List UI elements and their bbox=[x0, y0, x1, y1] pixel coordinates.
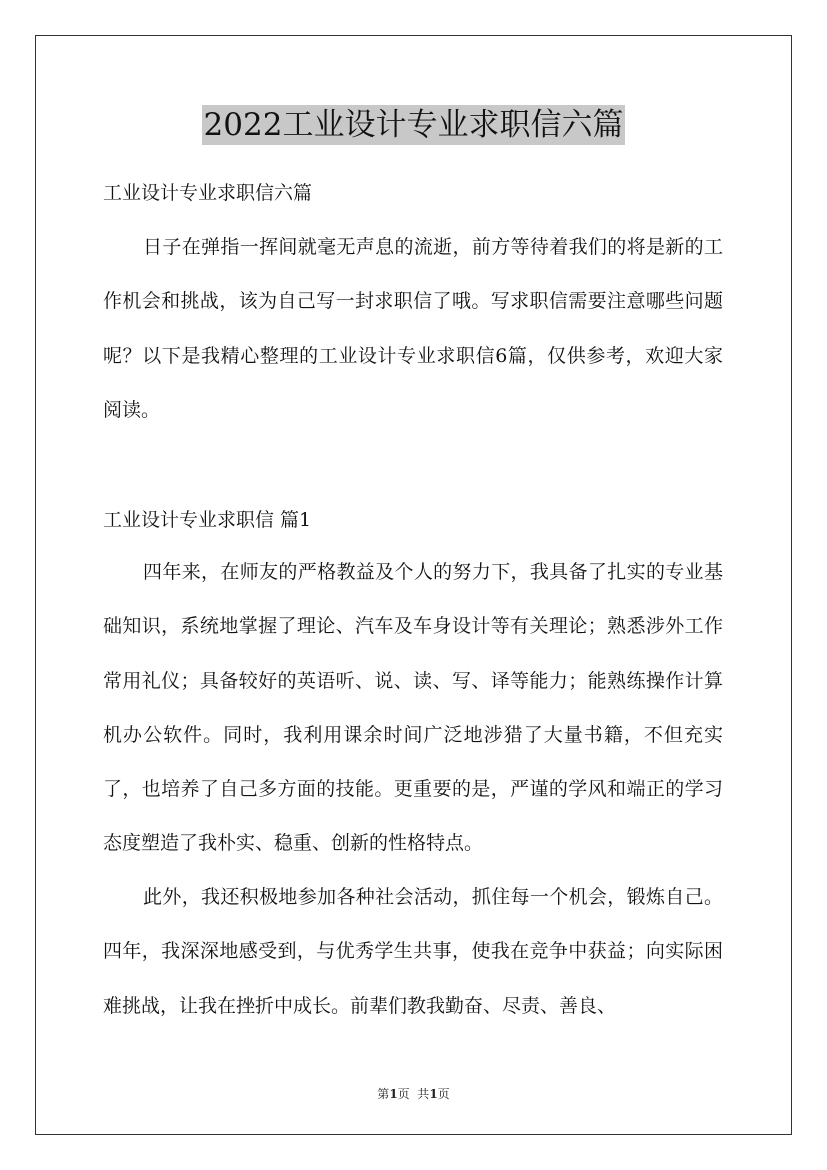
document-subtitle: 工业设计专业求职信六篇 bbox=[103, 182, 313, 204]
title-container bbox=[0, 105, 827, 145]
footer-suffix: 页 bbox=[437, 1087, 450, 1101]
footer-page-number: 1 bbox=[389, 1087, 398, 1101]
document-title: 2022工业设计专业求职信六篇 bbox=[203, 107, 624, 143]
footer-mid: 页 共 bbox=[397, 1087, 430, 1101]
footer-page-total: 1 bbox=[429, 1087, 438, 1101]
footer-prefix: 第 bbox=[377, 1087, 390, 1101]
section-heading: 工业设计专业求职信 篇1 bbox=[103, 509, 312, 531]
body-paragraph-1: 四年来，在师友的严格教益及个人的努力下，我具备了扎实的专业基础知识，系统地掌握了理论、汽车及车身设计等有关理论；熟悉涉外工作常用礼仪；具备较好的英语听、说、读、写、译等能力；能熟练操作计算机办公软件。同时，我利用课余时间广泛地涉猎了大量书籍，不但充实了，也培养了自己多方面的技能。更重要的是，严谨的学风和端正的学习态度塑造了我朴实、稳重、创新的性格特点。 bbox=[103, 561, 723, 855]
body-paragraph-2: 此外，我还积极地参加各种社会活动，抓住每一个机会，锻炼自己。四年，我深深地感受到，与优秀学生共事，使我在竞争中获益；向实际困难挑战，让我在挫折中成长。前辈们教我勤奋、尽责、善良、 bbox=[103, 886, 723, 1017]
page-footer bbox=[0, 1085, 827, 1102]
intro-paragraph: 日子在弹指一挥间就毫无声息的流逝，前方等待着我们的将是新的工作机会和挑战，该为自己写一封求职信了哦。写求职信需要注意哪些问题呢？以下是我精心整理的工业设计专业求职信6篇，仅供参考，欢迎大家阅读。 bbox=[103, 236, 723, 421]
